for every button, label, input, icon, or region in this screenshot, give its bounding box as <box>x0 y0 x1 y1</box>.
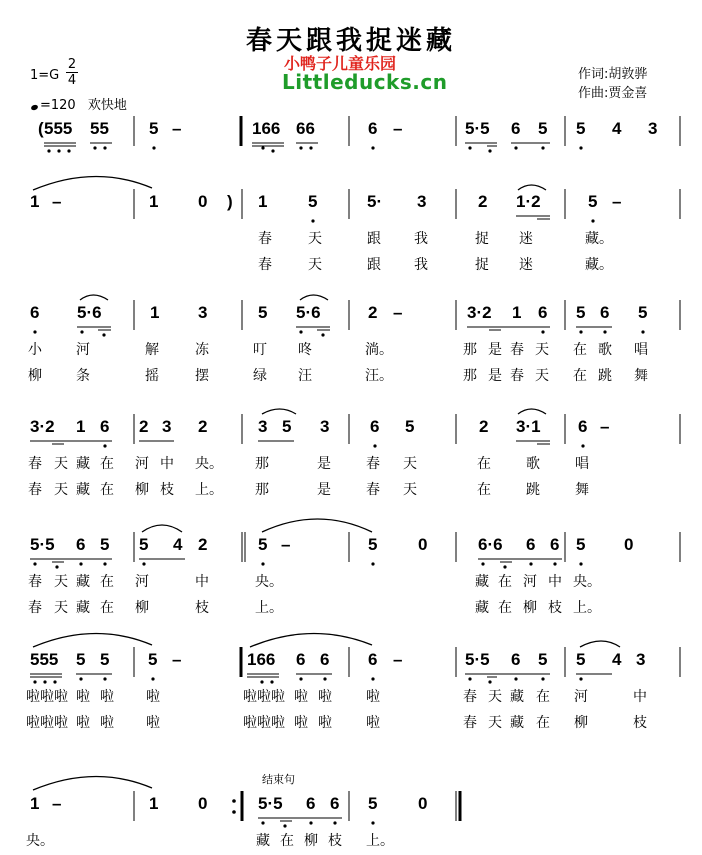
lyric-word: 在 <box>100 600 114 616</box>
note: 6 <box>306 794 316 813</box>
lyric-word: 柳 <box>28 368 42 384</box>
watermark-url: Littleducks.cn <box>282 70 448 94</box>
lyric-word: 啦 <box>318 689 332 705</box>
lyric-word: 春 <box>258 231 272 247</box>
lyric-word: 是 <box>488 368 502 384</box>
note: 1 <box>149 794 159 813</box>
note: 1 <box>149 192 159 211</box>
note: 5·5 <box>465 650 490 669</box>
lyric-word: 中 <box>195 574 209 590</box>
lyric-word: 春 <box>28 482 42 498</box>
lyric-word: 柳 <box>574 715 588 731</box>
lyric-word: 那 <box>255 456 269 472</box>
note: 5 <box>258 303 268 322</box>
note: 55 <box>90 119 109 138</box>
note: 6 <box>550 535 560 554</box>
lyric-word: 在 <box>100 574 114 590</box>
lyric-word: 藏 <box>76 600 90 616</box>
composer: 作曲:贾金喜 <box>578 86 648 101</box>
note: 0 <box>418 794 428 813</box>
lyric-word: 啦 <box>366 689 380 705</box>
tie-4 <box>250 633 372 647</box>
lyric-word: 上。 <box>255 600 283 616</box>
lyric-word: 啦 <box>146 689 160 705</box>
lyric-word: 咚 <box>298 342 312 358</box>
note: 6 <box>330 794 340 813</box>
note: 5 <box>258 535 268 554</box>
note: 6 <box>526 535 536 554</box>
lyric-word: 跟 <box>367 231 381 247</box>
note: 166 <box>252 119 281 138</box>
lyric-word: 春 <box>28 600 42 616</box>
lyric-word: 小 <box>28 342 42 358</box>
lyric-word: 捉 <box>475 257 489 273</box>
lyric-word: 春 <box>510 342 524 358</box>
note: 3 <box>636 650 646 669</box>
note: 4 <box>612 650 622 669</box>
lyric-word: 春 <box>258 257 272 273</box>
lyric-word: 柳 <box>135 482 149 498</box>
tie-5 <box>33 776 152 790</box>
note: 6 <box>76 535 86 554</box>
lyric-word: 河 <box>76 342 90 358</box>
note: 555 <box>30 650 59 669</box>
note: 5 <box>139 535 149 554</box>
lyric-word: 在 <box>280 833 294 849</box>
time-top: 2 <box>67 57 77 72</box>
lyric-word: 上。 <box>573 600 601 616</box>
lyric-word: 解 <box>145 342 159 358</box>
lyric-word: 唱 <box>634 342 648 358</box>
lyric-word: 天 <box>403 456 417 472</box>
note: 6 <box>30 303 40 322</box>
note: – <box>612 192 622 211</box>
note: 0 <box>198 794 208 813</box>
note: 5·6 <box>77 303 102 322</box>
lyric-word: 在 <box>573 368 587 384</box>
note: 0 <box>624 535 634 554</box>
lyric-word: 冻 <box>195 342 209 358</box>
lyric-word: 摆 <box>195 368 209 384</box>
note: 66 <box>296 119 315 138</box>
note: 5 <box>538 119 548 138</box>
note: 3 <box>198 303 208 322</box>
note: – <box>393 650 403 669</box>
lyric-word: 唱 <box>575 456 589 472</box>
lyric-word: 藏 <box>510 715 524 731</box>
lyric-word: 天 <box>54 482 68 498</box>
note: 5 <box>282 417 292 436</box>
lyric-word: 啦 <box>146 715 160 731</box>
lyric-word: 是 <box>488 342 502 358</box>
lyric-word: 中 <box>160 456 174 472</box>
lyric-word: 春 <box>463 715 477 731</box>
lyric-word: 枝 <box>328 833 342 849</box>
ending-label: 结束句 <box>262 773 295 786</box>
lyric-word: 天 <box>308 257 322 273</box>
lyric-word: 上。 <box>195 482 223 498</box>
slur-1 <box>518 185 546 190</box>
lyric-word: 藏 <box>76 574 90 590</box>
lyricist: 作词:胡敦骅 <box>578 67 648 82</box>
note: 6·6 <box>478 535 503 554</box>
lyric-word: 天 <box>488 715 502 731</box>
lyric-word: 啦 <box>100 715 114 731</box>
note: 2 <box>198 417 208 436</box>
lyric-word: 天 <box>308 231 322 247</box>
expression-marking: 欢快地 <box>87 98 127 113</box>
note: ( <box>38 119 44 138</box>
lyric-word: 藏。 <box>585 257 613 273</box>
note: 1 <box>30 192 40 211</box>
lyric-word: 藏 <box>256 833 270 849</box>
lyric-word: 柳 <box>304 833 318 849</box>
lyric-word: 柳 <box>523 600 537 616</box>
lyric-word: 枝 <box>548 600 562 616</box>
lyric-word: 藏 <box>475 600 489 616</box>
note: – <box>52 794 62 813</box>
note: 166 <box>247 650 276 669</box>
lyric-word: 摇 <box>145 368 159 384</box>
note: 4 <box>612 119 622 138</box>
lyric-word: 在 <box>100 482 114 498</box>
note: – <box>393 303 403 322</box>
note: 6 <box>368 119 378 138</box>
note: 4 <box>173 535 183 554</box>
lyric-word: 天 <box>403 482 417 498</box>
note: 1 <box>76 417 86 436</box>
lyric-word: 跳 <box>526 482 540 498</box>
lyric-word: 天 <box>535 368 549 384</box>
lyric-word: 我 <box>414 257 428 273</box>
lyric-word: 在 <box>573 342 587 358</box>
lyric-word: 在 <box>498 574 512 590</box>
lyric-word: 央。 <box>573 574 601 590</box>
lyric-word: 叮 <box>253 342 267 358</box>
lyric-word: 啦 <box>294 715 308 731</box>
lyric-word: 歌 <box>526 456 540 472</box>
slur-3 <box>300 295 328 300</box>
note: 5 <box>100 535 110 554</box>
lyric-word: 天 <box>54 600 68 616</box>
lyric-word: 舞 <box>575 482 589 498</box>
note: 2 <box>479 417 489 436</box>
note: 3 <box>258 417 268 436</box>
lyric-word: 藏 <box>76 482 90 498</box>
note: 6 <box>578 417 588 436</box>
lyric-word: 啦 <box>76 715 90 731</box>
note: 6 <box>538 303 548 322</box>
note: 5·6 <box>296 303 321 322</box>
lyric-word: 绿 <box>253 368 267 384</box>
time-bottom: 4 <box>67 73 77 88</box>
lyric-word: 跳 <box>598 368 612 384</box>
slur-5 <box>518 409 546 414</box>
lyric-word: 河 <box>523 574 537 590</box>
slur-7 <box>580 641 620 647</box>
lyric-word: 春 <box>510 368 524 384</box>
note: 5 <box>149 119 159 138</box>
lyric-word: 在 <box>536 689 550 705</box>
note: 5 <box>576 303 586 322</box>
note: 6 <box>370 417 380 436</box>
lyric-word: 春 <box>366 456 380 472</box>
lyric-word: 藏。 <box>585 231 613 247</box>
lyric-word: 啦 <box>76 689 90 705</box>
slur-6 <box>142 525 182 532</box>
note: 5 <box>368 535 378 554</box>
note: 6 <box>368 650 378 669</box>
tie-2 <box>262 519 372 532</box>
lyric-word: 那 <box>463 342 477 358</box>
lyric-word: 啦 <box>100 689 114 705</box>
key-signature: 1=G <box>30 68 60 83</box>
lyric-word: 啦啦啦 <box>243 715 285 731</box>
lyric-word: 那 <box>463 368 477 384</box>
lyric-word: 中 <box>633 689 647 705</box>
note: 2 <box>198 535 208 554</box>
note: 6 <box>511 119 521 138</box>
lyric-word: 条 <box>76 368 90 384</box>
tie-1 <box>33 176 152 190</box>
lyric-word: 天 <box>535 342 549 358</box>
lyric-word: 央。 <box>195 456 223 472</box>
note: – <box>172 119 182 138</box>
note: 5 <box>576 650 586 669</box>
note: 555 <box>44 119 73 138</box>
song-title: 春天跟我捉迷藏 <box>245 26 456 56</box>
note: 1·2 <box>516 192 541 211</box>
note: 5· <box>367 192 383 211</box>
note: 5 <box>638 303 648 322</box>
note: 3 <box>320 417 330 436</box>
lyric-word: 啦 <box>318 715 332 731</box>
lyric-word: 河 <box>135 456 149 472</box>
lyric-word: 舞 <box>634 368 648 384</box>
note: 2 <box>478 192 488 211</box>
note: 5 <box>148 650 158 669</box>
note: 1 <box>258 192 268 211</box>
lyric-word: 河 <box>574 689 588 705</box>
note: 2 <box>368 303 378 322</box>
lyric-word: 啦啦啦 <box>26 715 68 731</box>
note: 6 <box>100 417 110 436</box>
note: – <box>281 535 291 554</box>
note: 1 <box>30 794 40 813</box>
lyric-word: 枝 <box>195 600 209 616</box>
note: 5 <box>576 119 586 138</box>
lyric-word: 春 <box>463 689 477 705</box>
lyric-word: 迷 <box>519 257 533 273</box>
lyric-word: 枝 <box>633 715 647 731</box>
slur-4 <box>262 409 296 414</box>
lyric-word: 汪 <box>298 368 312 384</box>
note: 5 <box>368 794 378 813</box>
note: 6 <box>296 650 306 669</box>
note: 3 <box>162 417 172 436</box>
note: 5·5 <box>465 119 490 138</box>
lyric-word: 春 <box>28 456 42 472</box>
note: 3 <box>417 192 427 211</box>
note: 5 <box>308 192 318 211</box>
lyric-word: 央。 <box>26 833 54 849</box>
tie-3 <box>33 633 152 647</box>
note: 3·2 <box>467 303 492 322</box>
lyric-word: 在 <box>477 482 491 498</box>
watermark-cn: 小鸭子儿童乐园 <box>284 54 397 73</box>
note: 5·5 <box>258 794 283 813</box>
note: 1 <box>150 303 160 322</box>
lyric-word: 啦 <box>294 689 308 705</box>
lyric-word: 藏 <box>475 574 489 590</box>
note: ) <box>227 192 233 211</box>
note: 5·5 <box>30 535 55 554</box>
lyric-word: 枝 <box>160 482 174 498</box>
lyric-word: 我 <box>414 231 428 247</box>
lyric-word: 迷 <box>519 231 533 247</box>
lyric-word: 天 <box>488 689 502 705</box>
note: 5 <box>588 192 598 211</box>
note: – <box>52 192 62 211</box>
lyric-word: 啦啦啦 <box>26 689 68 705</box>
note: 5 <box>100 650 110 669</box>
lyric-word: 藏 <box>76 456 90 472</box>
lyric-word: 在 <box>477 456 491 472</box>
tempo-value: =120 <box>40 98 76 113</box>
lyric-word: 春 <box>366 482 380 498</box>
lyric-word: 啦啦啦 <box>243 689 285 705</box>
note: 5 <box>76 650 86 669</box>
note: 3 <box>648 119 658 138</box>
note: 0 <box>418 535 428 554</box>
lyric-word: 在 <box>536 715 550 731</box>
note: – <box>393 119 403 138</box>
lyric-word: 那 <box>255 482 269 498</box>
note: 6 <box>600 303 610 322</box>
note: 3·1 <box>516 417 541 436</box>
lyric-word: 淌。 <box>365 342 393 358</box>
lyric-word: 天 <box>54 456 68 472</box>
lyric-word: 捉 <box>475 231 489 247</box>
lyric-word: 在 <box>498 600 512 616</box>
lyric-word: 河 <box>135 574 149 590</box>
lyric-word: 上。 <box>366 833 394 849</box>
lyric-word: 天 <box>54 574 68 590</box>
slur-2 <box>80 295 108 300</box>
lyric-word: 是 <box>317 456 331 472</box>
note: 1 <box>512 303 522 322</box>
note: – <box>172 650 182 669</box>
lyric-word: 跟 <box>367 257 381 273</box>
lyric-word: 中 <box>548 574 562 590</box>
lyric-word: 央。 <box>255 574 283 590</box>
note: 6 <box>320 650 330 669</box>
lyric-word: 啦 <box>366 715 380 731</box>
lyric-word: 歌 <box>598 342 612 358</box>
note: 5 <box>538 650 548 669</box>
lyric-word: 春 <box>28 574 42 590</box>
note: 6 <box>511 650 521 669</box>
note: 5 <box>576 535 586 554</box>
note: 3·2 <box>30 417 55 436</box>
lyric-word: 汪。 <box>365 368 393 384</box>
note: 0 <box>198 192 208 211</box>
note: 2 <box>139 417 149 436</box>
lyric-word: 在 <box>100 456 114 472</box>
note: 5 <box>405 417 415 436</box>
lyric-word: 柳 <box>135 600 149 616</box>
lyric-word: 是 <box>317 482 331 498</box>
lyric-word: 藏 <box>510 689 524 705</box>
note: – <box>600 417 610 436</box>
